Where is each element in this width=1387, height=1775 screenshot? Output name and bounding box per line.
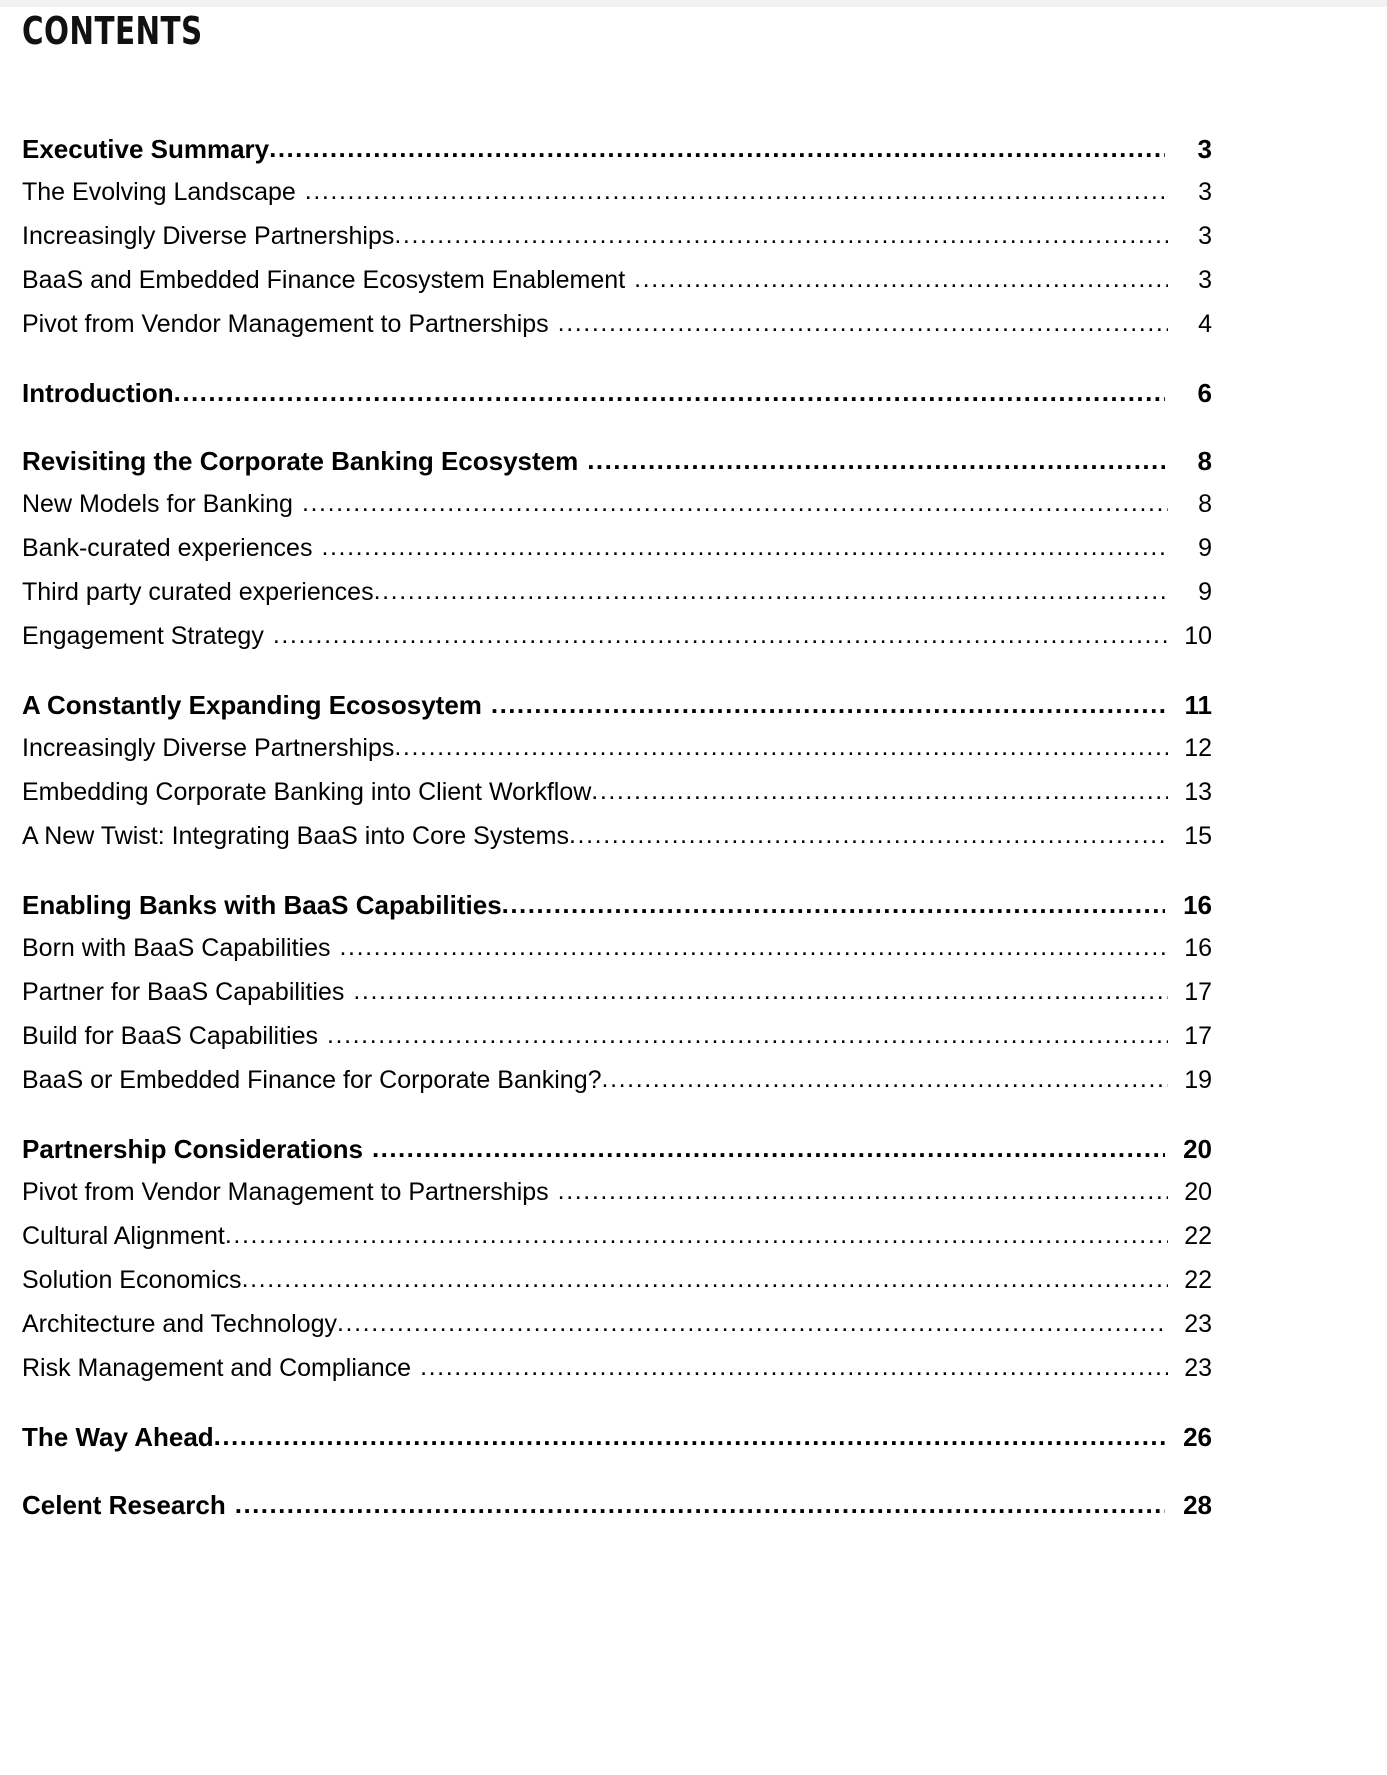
toc-entry[interactable] [22, 380, 1212, 424]
toc-entry[interactable] [22, 136, 1212, 180]
toc-page-number: 23 [1184, 1312, 1212, 1338]
toc-entry[interactable] [22, 1312, 1212, 1356]
toc-entry[interactable] [22, 580, 1212, 624]
toc-dot-leader [591, 780, 1168, 804]
toc-entry-label: Risk Management and Compliance [22, 1356, 412, 1382]
toc-entry-label: A New Twist: Integrating BaaS into Core Systems [22, 824, 570, 850]
toc-entry-label: A Constantly Expanding Ecososytem [22, 692, 482, 720]
toc-page-number: 22 [1184, 1224, 1212, 1250]
toc-page-number: 8 [1198, 492, 1212, 518]
toc-page-number: 3 [1198, 180, 1212, 206]
toc-entry-label: Increasingly Diverse Partnerships [22, 224, 395, 250]
toc-page-number: 11 [1184, 692, 1212, 720]
toc-page-number: 3 [1198, 224, 1212, 250]
toc-dot-leader [305, 180, 1168, 204]
toc-entry[interactable] [22, 892, 1212, 936]
toc-entry[interactable] [22, 1268, 1212, 1312]
toc-page-number: 3 [1198, 268, 1212, 294]
toc-dot-leader [491, 692, 1165, 717]
toc-entry-label: Pivot from Vendor Management to Partnerships [22, 312, 549, 338]
toc-dot-leader [634, 268, 1168, 292]
toc-dot-leader [602, 1068, 1168, 1092]
toc-dot-leader [337, 1312, 1168, 1336]
toc-entry[interactable] [22, 268, 1212, 312]
toc-page-number: 13 [1184, 780, 1212, 806]
toc-entry-label: Bank-curated experiences [22, 536, 313, 562]
toc-page-number: 20 [1184, 1180, 1212, 1206]
toc-entry-label: The Evolving Landscape [22, 180, 296, 206]
toc-entry-label: Architecture and Technology [22, 1312, 338, 1338]
toc-dot-leader [340, 936, 1169, 960]
toc-entry[interactable] [22, 1356, 1212, 1400]
toc-page-number: 3 [1197, 136, 1212, 164]
toc-entry[interactable] [22, 1424, 1212, 1468]
toc-entry[interactable] [22, 180, 1212, 224]
toc-entry[interactable] [22, 536, 1212, 580]
toc-dot-leader [225, 1224, 1168, 1248]
toc-dot-leader [420, 1356, 1168, 1380]
toc-dot-leader [569, 824, 1168, 848]
toc-page-number: 17 [1184, 980, 1212, 1006]
toc-page-number: 28 [1183, 1492, 1212, 1520]
toc-page-number: 8 [1197, 448, 1212, 476]
toc-page-number: 6 [1197, 380, 1212, 408]
toc-dot-leader [372, 1136, 1165, 1161]
toc-entry[interactable] [22, 312, 1212, 356]
toc-entry-label: New Models for Banking [22, 492, 293, 518]
toc-page-number: 23 [1184, 1356, 1212, 1382]
toc-page-number: 9 [1198, 536, 1212, 562]
toc-dot-leader [242, 1268, 1168, 1292]
toc-entry-label: Executive Summary [22, 136, 270, 164]
toc-dot-leader [174, 380, 1165, 405]
toc-page-number: 15 [1184, 824, 1212, 850]
toc-entry-label: Cultural Alignment [22, 1224, 225, 1250]
toc-dot-leader [394, 224, 1168, 248]
toc-dot-leader [374, 580, 1168, 604]
toc-entry[interactable] [22, 1224, 1212, 1268]
toc-dot-leader [558, 312, 1168, 336]
toc-entry-label: BaaS or Embedded Finance for Corporate Banking? [22, 1068, 602, 1094]
toc-entry[interactable] [22, 824, 1212, 868]
toc-entry[interactable] [22, 692, 1212, 736]
toc-entry[interactable] [22, 980, 1212, 1024]
toc-entry-label: The Way Ahead [22, 1424, 214, 1452]
toc-entry-label: Partnership Considerations [22, 1136, 363, 1164]
toc-dot-leader [235, 1492, 1165, 1517]
toc-dot-leader [321, 536, 1168, 560]
toc-entry[interactable] [22, 624, 1212, 668]
toc-entry[interactable] [22, 1068, 1212, 1112]
page-title: CONTENTS [22, 9, 203, 53]
toc-entry-label: Third party curated experiences [22, 580, 374, 606]
toc-entry-label: Partner for BaaS Capabilities [22, 980, 345, 1006]
toc-entry-label: Enabling Banks with BaaS Capabilities [22, 892, 502, 920]
toc-entry[interactable] [22, 492, 1212, 536]
toc-entry[interactable] [22, 736, 1212, 780]
toc-page-number: 16 [1184, 936, 1212, 962]
toc-page-number: 10 [1184, 624, 1212, 650]
toc-entry[interactable] [22, 1136, 1212, 1180]
toc-dot-leader [269, 136, 1165, 161]
toc-dot-leader [353, 980, 1168, 1004]
toc-entry-label: Solution Economics [22, 1268, 242, 1294]
toc-dot-leader [214, 1424, 1165, 1449]
toc-entry[interactable] [22, 1024, 1212, 1068]
toc-dot-leader [394, 736, 1168, 760]
toc-entry[interactable] [22, 224, 1212, 268]
toc-page-number: 22 [1184, 1268, 1212, 1294]
toc-dot-leader [302, 492, 1168, 516]
toc-dot-leader [587, 448, 1165, 473]
toc-dot-leader [273, 624, 1168, 648]
toc-entry-list [22, 136, 1212, 1536]
toc-entry-label: Celent Research [22, 1492, 226, 1520]
toc-dot-leader [558, 1180, 1168, 1204]
toc-entry-label: Embedding Corporate Banking into Client Workflow [22, 780, 592, 806]
toc-entry-label: Born with BaaS Capabilities [22, 936, 331, 962]
toc-entry-label: Introduction [22, 380, 174, 408]
toc-entry-label: Increasingly Diverse Partnerships [22, 736, 395, 762]
toc-entry[interactable] [22, 1180, 1212, 1224]
toc-page-number: 12 [1184, 736, 1212, 762]
toc-page-number: 19 [1184, 1068, 1212, 1094]
toc-dot-leader [502, 892, 1165, 917]
toc-entry-label: Pivot from Vendor Management to Partnerships [22, 1180, 549, 1206]
toc-entry-label: Revisiting the Corporate Banking Ecosystem [22, 448, 579, 476]
toc-page-number: 20 [1183, 1136, 1212, 1164]
toc-page-number: 16 [1183, 892, 1212, 920]
toc-entry[interactable] [22, 780, 1212, 824]
toc-page-number: 4 [1198, 312, 1212, 338]
toc-entry[interactable] [22, 448, 1212, 492]
toc-entry-label: Build for BaaS Capabilities [22, 1024, 318, 1050]
toc-page-number: 17 [1184, 1024, 1212, 1050]
toc-entry-label: Engagement Strategy [22, 624, 264, 650]
toc-entry[interactable] [22, 1492, 1212, 1536]
toc-dot-leader [327, 1024, 1168, 1048]
toc-page-number: 26 [1183, 1424, 1212, 1452]
toc-entry-label: BaaS and Embedded Finance Ecosystem Enablement [22, 268, 626, 294]
toc-entry[interactable] [22, 936, 1212, 980]
toc-page-number: 9 [1198, 580, 1212, 606]
